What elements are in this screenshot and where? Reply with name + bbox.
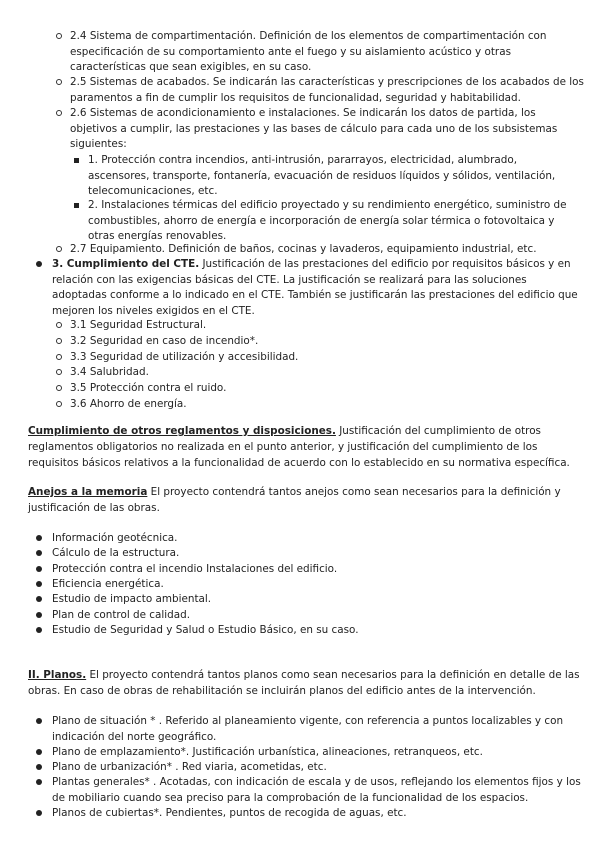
circle-bullet-icon	[56, 246, 62, 252]
bullet-icon	[36, 535, 42, 541]
line: Estudio de impacto ambiental.	[52, 593, 212, 605]
circle-bullet-icon	[56, 401, 62, 407]
line: 2. Instalaciones térmicas del edificio proyectado y su rendimiento energético, suministro de	[88, 199, 567, 211]
circle-bullet-icon	[56, 338, 62, 344]
line: El proyecto contendrá tantos anejos como sean necesarios para la definición y	[147, 486, 561, 498]
line: ascensores, transporte, fontanería, evacuación de residuos líquidos y sólidos, ventilación,	[88, 169, 556, 182]
line: Planos de cubiertas*. Pendientes, puntos de recogida de aguas, etc.	[52, 807, 407, 819]
line: mejoren los niveles exigidos en el CTE.	[52, 304, 255, 317]
line: de mobiliario cuando sea preciso para la comprobación de la funcionalidad de los espacios.	[52, 791, 529, 804]
line: 3.3 Seguridad de utilización y accesibilidad.	[70, 351, 299, 363]
circle-bullet-icon	[56, 322, 62, 328]
line: otras energías renovables.	[88, 230, 227, 243]
bullet-icon	[36, 566, 42, 572]
bullet-icon	[36, 779, 42, 785]
line: Plan de control de calidad.	[52, 609, 191, 621]
square-bullet-icon	[74, 203, 79, 208]
line: obras. En caso de obras de rehabilitación se incluirán planos del edificio antes de la intervención.	[28, 685, 536, 697]
line: 3.4 Salubridad.	[70, 366, 149, 378]
line: adoptadas conforme a lo indicado en el CTE. También se justificarán las prestaciones del edificio que	[52, 289, 578, 302]
line: características que sean exigibles, en su caso.	[70, 61, 312, 74]
line: 3.5 Protección contra el ruido.	[70, 382, 227, 394]
line: requisitos básicos relativos a la funcionalidad de acuerdo con lo establecido en su normativa específica.	[28, 457, 570, 469]
bullet-icon	[36, 764, 42, 770]
line: justificación de las obras.	[28, 502, 160, 514]
line: relación con las exigencias básicas del CTE. La justificación se realizará para las soluciones	[52, 273, 527, 286]
bullet-icon	[36, 749, 42, 755]
line: paramentos a fin de cumplir los requisitos de funcionalidad, seguridad y habitabilidad.	[70, 91, 521, 104]
bullet-icon	[36, 810, 42, 816]
line: 2.6 Sistemas de acondicionamiento e instalaciones. Se indicarán los datos de partida, los	[70, 107, 536, 119]
bullet-icon	[36, 718, 42, 724]
anejos-heading: Anejos a la memoria	[28, 486, 148, 498]
cte-heading: 3. Cumplimiento del CTE.	[52, 258, 200, 270]
line: Plano de situación * . Referido al planeamiento vigente, con referencia a puntos localizables y con	[52, 715, 564, 727]
bullet-icon	[36, 612, 42, 618]
line: reglamentos obligatorios no realizada en el punto anterior, y justificación del cumplimiento de los	[28, 441, 538, 453]
line: 2.4 Sistema de compartimentación. Definición de los elementos de compartimentación con	[70, 30, 547, 42]
line: Plano de urbanización* . Red viaria, acometidas, etc.	[52, 761, 327, 773]
line: Información geotécnica.	[52, 532, 178, 544]
line: indicación del norte geográfico.	[52, 730, 217, 743]
bullet-icon	[36, 261, 42, 267]
line: siguientes:	[70, 138, 127, 151]
line: 2.7 Equipamiento. Definición de baños, cocinas y lavaderos, equipamiento industrial, etc.	[70, 243, 537, 255]
line: 2.5 Sistemas de acabados. Se indicarán las características y prescripciones de los acabados de los	[70, 76, 584, 88]
line: Protección contra el incendio Instalaciones del edificio.	[52, 563, 338, 575]
line: telecomunicaciones, etc.	[88, 185, 218, 198]
circle-bullet-icon	[56, 369, 62, 375]
circle-bullet-icon	[56, 79, 62, 85]
bullet-icon	[36, 581, 42, 587]
planos-heading: II. Planos.	[28, 669, 87, 681]
line: Plano de emplazamiento*. Justificación urbanística, alineaciones, retranqueos, etc.	[52, 746, 483, 758]
line: objetivos a cumplir, las prestaciones y las bases de cálculo para cada uno de los subsistemas	[70, 122, 558, 135]
circle-bullet-icon	[56, 33, 62, 39]
line: especificación de su comportamiento ante el fuego y su aislamiento acústico y otras	[70, 45, 511, 58]
line: El proyecto contendrá tantos planos como sean necesarios para la definición en detalle de las	[86, 669, 580, 681]
circle-bullet-icon	[56, 354, 62, 360]
line: Plantas generales* . Acotadas, con indicación de escala y de usos, reflejando los elementos fijos y los	[52, 776, 581, 788]
square-bullet-icon	[74, 158, 79, 163]
line: Justificación de las prestaciones del edificio por requisitos básicos y en	[199, 258, 571, 270]
circle-bullet-icon	[56, 385, 62, 391]
bullet-icon	[36, 596, 42, 602]
line: Cálculo de la estructura.	[52, 547, 180, 559]
line: 3.1 Seguridad Estructural.	[70, 319, 207, 331]
line: 1. Protección contra incendios, anti-intrusión, pararrayos, electricidad, alumbrado,	[88, 154, 518, 166]
line: Estudio de Seguridad y Salud o Estudio Básico, en su caso.	[52, 624, 359, 636]
line: Justificación del cumplimiento de otros	[335, 425, 541, 437]
line: 3.2 Seguridad en caso de incendio*.	[70, 335, 259, 347]
bullet-icon	[36, 550, 42, 556]
line: combustibles, ahorro de energía e incorporación de energía solar térmica o fotovoltaica y	[88, 214, 555, 227]
circle-bullet-icon	[56, 110, 62, 116]
line: Eficiencia energética.	[52, 578, 164, 590]
bullet-icon	[36, 627, 42, 633]
line: 3.6 Ahorro de energía.	[70, 398, 187, 410]
otros-heading: Cumplimiento de otros reglamentos y disposiciones.	[28, 425, 336, 437]
